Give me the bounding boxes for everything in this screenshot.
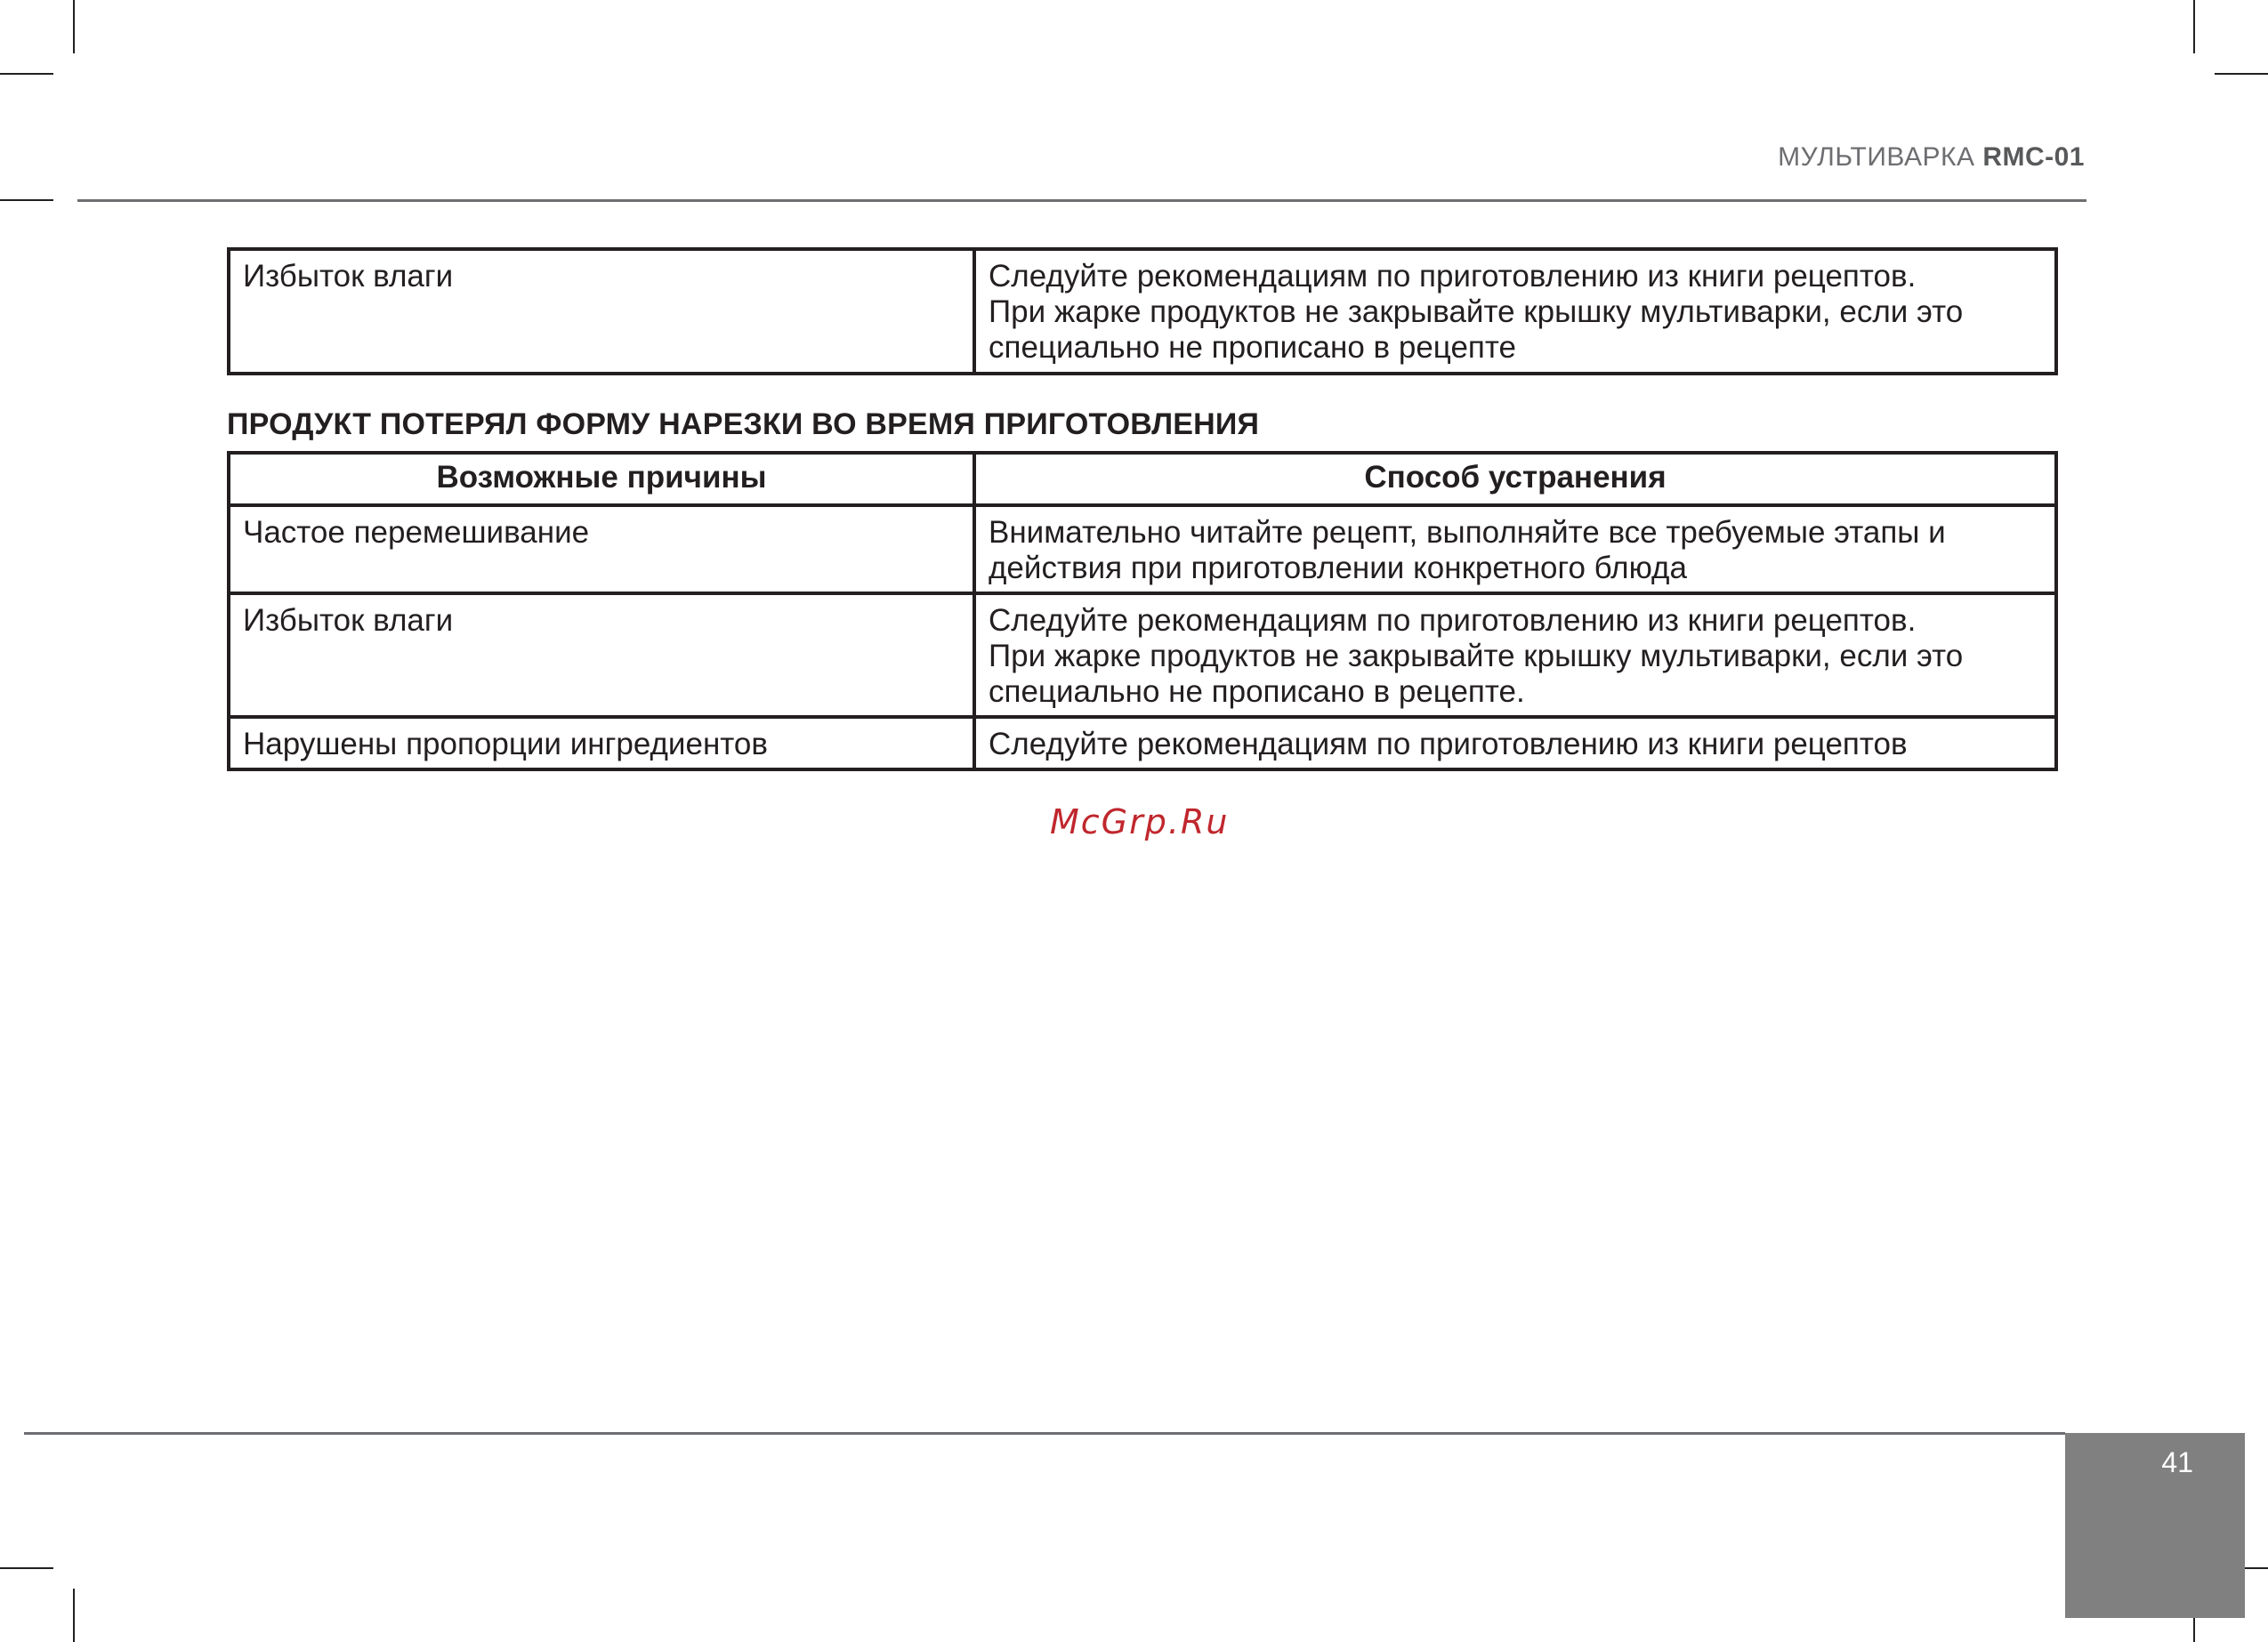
continued-table: [227, 247, 2058, 375]
table-row: [229, 505, 2056, 593]
troubleshooting-table: [227, 451, 2058, 771]
cause-cell: Нарушены пропорции ингредиентов: [229, 717, 974, 769]
table-row: [229, 593, 2056, 717]
solution-cell: [974, 593, 2056, 717]
watermark: McGrp.Ru: [1050, 802, 1230, 841]
crop-mark: [73, 1589, 75, 1642]
table-header-row: [229, 453, 2056, 505]
cause-cell: Избыток влаги: [229, 249, 974, 374]
crop-mark: [2215, 73, 2268, 75]
header-rule: [77, 199, 2086, 202]
solution-line: Внимательно читайте рецепт, выполняйте все требуемые этапы и: [989, 515, 1946, 550]
solution-line: При жарке продуктов не закрывайте крышку мультиварки, если это: [989, 639, 1964, 673]
running-header: [1778, 142, 2085, 173]
solution-line: специально не прописано в рецепте.: [989, 674, 1525, 709]
solution-line: Следуйте рекомендациям по приготовлению из книги рецептов: [989, 727, 1908, 761]
solution-cell: [974, 717, 2056, 769]
solution-line: специально не прописано в рецепте: [989, 330, 1516, 365]
column-header-causes: Возможные причины: [229, 453, 974, 505]
page-number: 41: [2161, 1446, 2193, 1478]
crop-mark: [73, 0, 75, 53]
cause-cell: Избыток влаги: [229, 593, 974, 717]
solution-line: Следуйте рекомендациям по приготовлению из книги рецептов.: [989, 603, 1917, 638]
crop-mark: [0, 73, 53, 75]
section-title: ПРОДУКТ ПОТЕРЯЛ ФОРМУ НАРЕЗКИ ВО ВРЕМЯ ПРИГОТОВЛЕНИЯ: [227, 407, 1260, 441]
solution-line: действия при приготовлении конкретного блюда: [989, 551, 1687, 585]
table-row: [229, 249, 2056, 374]
solution-line: При жарке продуктов не закрывайте крышку мультиварки, если это: [989, 294, 1964, 329]
table-row: [229, 717, 2056, 769]
solution-cell: [974, 249, 2056, 374]
crop-mark: [0, 1567, 53, 1569]
header-model: RMC-01: [1982, 142, 2085, 172]
crop-mark: [2193, 0, 2195, 53]
solution-cell: [974, 505, 2056, 593]
footer-rule: [24, 1432, 2065, 1435]
cause-cell: Частое перемешивание: [229, 505, 974, 593]
header-product: МУЛЬТИВАРКА: [1778, 142, 1975, 172]
solution-line: Следуйте рекомендациям по приготовлению из книги рецептов.: [989, 259, 1917, 294]
column-header-solutions: Способ устранения: [974, 453, 2056, 505]
crop-mark: [0, 199, 53, 201]
